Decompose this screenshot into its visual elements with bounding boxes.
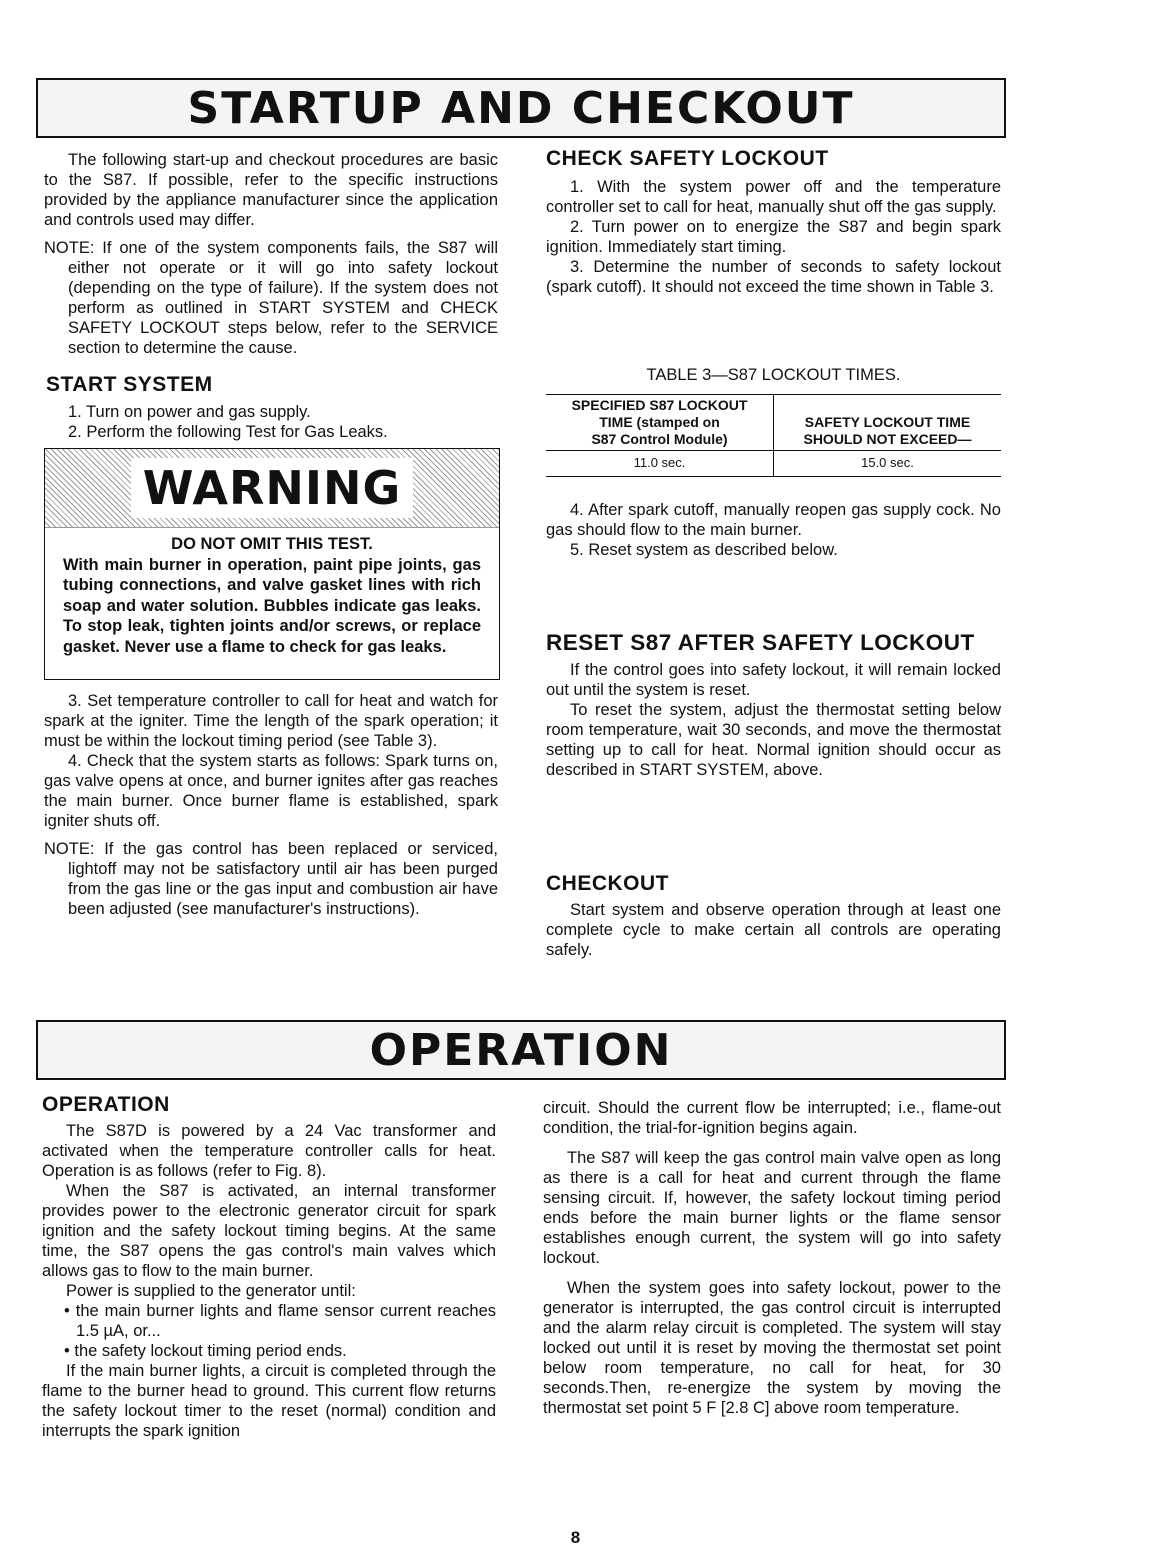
startup-left-column bbox=[44, 150, 498, 358]
check-safety-lockout-heading: CHECK SAFETY LOCKOUT bbox=[546, 147, 829, 170]
startup-note-2: NOTE: If the gas control has been replaced or serviced, lightoff may not be satisfactory until air has been purged from the gas line or the gas input and combustion air have been adjusted (see manufacturer's instructions). bbox=[44, 840, 498, 918]
warning-body-block bbox=[45, 528, 499, 665]
startup-banner-title: STARTUP AND CHECKOUT bbox=[187, 82, 855, 134]
warning-subtitle: DO NOT OMIT THIS TEST. bbox=[171, 535, 373, 553]
start-system-heading: START SYSTEM bbox=[46, 373, 213, 396]
warning-header bbox=[45, 449, 499, 528]
check-step-2: 2. Turn power on to energize the S87 and begin spark ignition. Immediately start timing. bbox=[546, 218, 1001, 256]
table-header-safety-line1: SAFETY LOCKOUT TIME bbox=[804, 414, 971, 430]
check-step-4: 4. After spark cutoff, manually reopen gas supply cock. No gas should flow to the main burner. bbox=[546, 501, 1001, 539]
checkout-text: Start system and observe operation through at least one complete cycle to make certain all controls are operating safely. bbox=[546, 901, 1001, 959]
reset-heading: RESET S87 AFTER SAFETY LOCKOUT bbox=[546, 630, 975, 655]
reset-text bbox=[546, 660, 1001, 780]
check-step-3: 3. Determine the number of seconds to safety lockout (spark cutoff). It should not exceed the time shown in Table 3. bbox=[546, 258, 1001, 296]
reset-paragraph-2: To reset the system, adjust the thermostat setting below room temperature, wait 30 seconds, and move the thermostat setting up to call for heat. Normal ignition should occur as described in START SYSTEM, above. bbox=[546, 701, 1001, 779]
operation-right-paragraph-2: The S87 will keep the gas control main valve open as long as there is a call for heat and current through the flame sensing circuit. If, however, the safety lockout timing period ends before the main burner lights or the flame sensor establishes enough current, the system will go into safety lockout. bbox=[543, 1149, 1001, 1267]
operation-paragraph-2: When the S87 is activated, an internal transformer provides power to the electronic generator circuit for spark ignition and the safety lockout timing begins. At the same time, the S87 opens the gas control's main valves which allows gas to flow to the main burner. bbox=[42, 1182, 496, 1280]
operation-banner-title: OPERATION bbox=[369, 1024, 673, 1076]
table-header-specified bbox=[546, 395, 774, 451]
table-value-safety: 15.0 sec. bbox=[774, 451, 1002, 477]
check-step-1: 1. With the system power off and the temperature controller set to call for heat, manually shut off the gas supply. bbox=[546, 178, 1001, 216]
operation-right-paragraph-1: circuit. Should the current flow be interrupted; i.e., flame-out condition, the trial-for-ignition begins again. bbox=[543, 1099, 1001, 1137]
start-step-4: 4. Check that the system starts as follows: Spark turns on, gas valve opens at once, and burner ignites after gas reaches the main burner. Once burner flame is established, spark igniter shuts off. bbox=[44, 752, 498, 830]
operation-left-column bbox=[42, 1121, 496, 1441]
operation-paragraph-1: The S87D is powered by a 24 Vac transformer and activated when the temperature controller calls for heat. Operation is as follows (refer to Fig. 8). bbox=[42, 1122, 496, 1180]
startup-banner bbox=[36, 78, 1006, 138]
table-header-specified-line1: SPECIFIED S87 LOCKOUT bbox=[571, 397, 748, 413]
check-step-5: 5. Reset system as described below. bbox=[570, 541, 838, 559]
checkout-text-block bbox=[546, 900, 1001, 960]
start-step-2: 2. Perform the following Test for Gas Leaks. bbox=[68, 423, 388, 441]
operation-heading: OPERATION bbox=[42, 1093, 170, 1116]
warning-box bbox=[44, 448, 500, 680]
checkout-heading: CHECKOUT bbox=[546, 872, 669, 895]
table-header-safety-line2: SHOULD NOT EXCEED— bbox=[803, 431, 972, 447]
check-steps-lower bbox=[546, 500, 1001, 560]
start-system-steps bbox=[44, 402, 498, 442]
operation-bullet-2: • the safety lockout timing period ends. bbox=[64, 1342, 347, 1360]
start-step-3: 3. Set temperature controller to call for heat and watch for spark at the igniter. Time the length of the spark operation; it must be within the lockout timing period (see Table 3). bbox=[44, 692, 498, 750]
table-header-safety bbox=[774, 395, 1002, 451]
operation-right-paragraph-3: When the system goes into safety lockout, power to the generator is interrupted, the gas control circuit is interrupted and the alarm relay circuit is completed. The system will stay locked out until it is reset by moving the thermostat set point below room temperature, no call for heat, for 30 seconds.Then, re-energize the system by moving the thermostat set point 5 F [2.8 C] above room temperature. bbox=[543, 1279, 1001, 1417]
operation-right-column bbox=[543, 1098, 1001, 1418]
reset-paragraph-1: If the control goes into safety lockout, it will remain locked out until the system is reset. bbox=[546, 661, 1001, 699]
operation-bullet-1: • the main burner lights and flame sensor current reaches 1.5 µA, or... bbox=[64, 1302, 496, 1340]
warning-title: WARNING bbox=[131, 458, 414, 518]
operation-paragraph-3: Power is supplied to the generator until: bbox=[66, 1282, 356, 1300]
operation-banner bbox=[36, 1020, 1006, 1080]
startup-intro: The following start-up and checkout procedures are basic to the S87. If possible, refer to the specific instructions provided by the appliance manufacturer since the application and controls used may differ. bbox=[44, 151, 498, 229]
table-header-specified-line2: TIME (stamped on bbox=[599, 414, 720, 430]
page-number: 8 bbox=[570, 1528, 581, 1547]
table-header-specified-line3: S87 Control Module) bbox=[591, 431, 728, 447]
table-caption: TABLE 3—S87 LOCKOUT TIMES. bbox=[646, 366, 901, 384]
startup-note-1: NOTE: If one of the system components fails, the S87 will either not operate or it will go into safety lockout (depending on the type of failure). If the system does not perform as outlined in START SYSTEM and CHECK SAFETY LOCKOUT steps below, refer to the SERVICE section to determine the cause. bbox=[44, 239, 498, 357]
lockout-table bbox=[546, 394, 1001, 477]
startup-left-lower bbox=[44, 691, 498, 919]
table-value-specified: 11.0 sec. bbox=[546, 451, 774, 477]
start-step-1: 1. Turn on power and gas supply. bbox=[68, 403, 311, 421]
check-steps bbox=[546, 177, 1001, 297]
warning-body: With main burner in operation, paint pipe joints, gas tubing connections, and valve gasket lines with rich soap and water solution. Bubbles indicate gas leaks. To stop leak, tighten joints and/or screws, or replace gasket. Never use a flame to check for gas leaks. bbox=[63, 555, 481, 656]
operation-paragraph-4: If the main burner lights, a circuit is completed through the flame to the burner head to ground. This current flow returns the safety lockout timer to the reset (normal) condition and interrupts the spark ignition bbox=[42, 1362, 496, 1440]
